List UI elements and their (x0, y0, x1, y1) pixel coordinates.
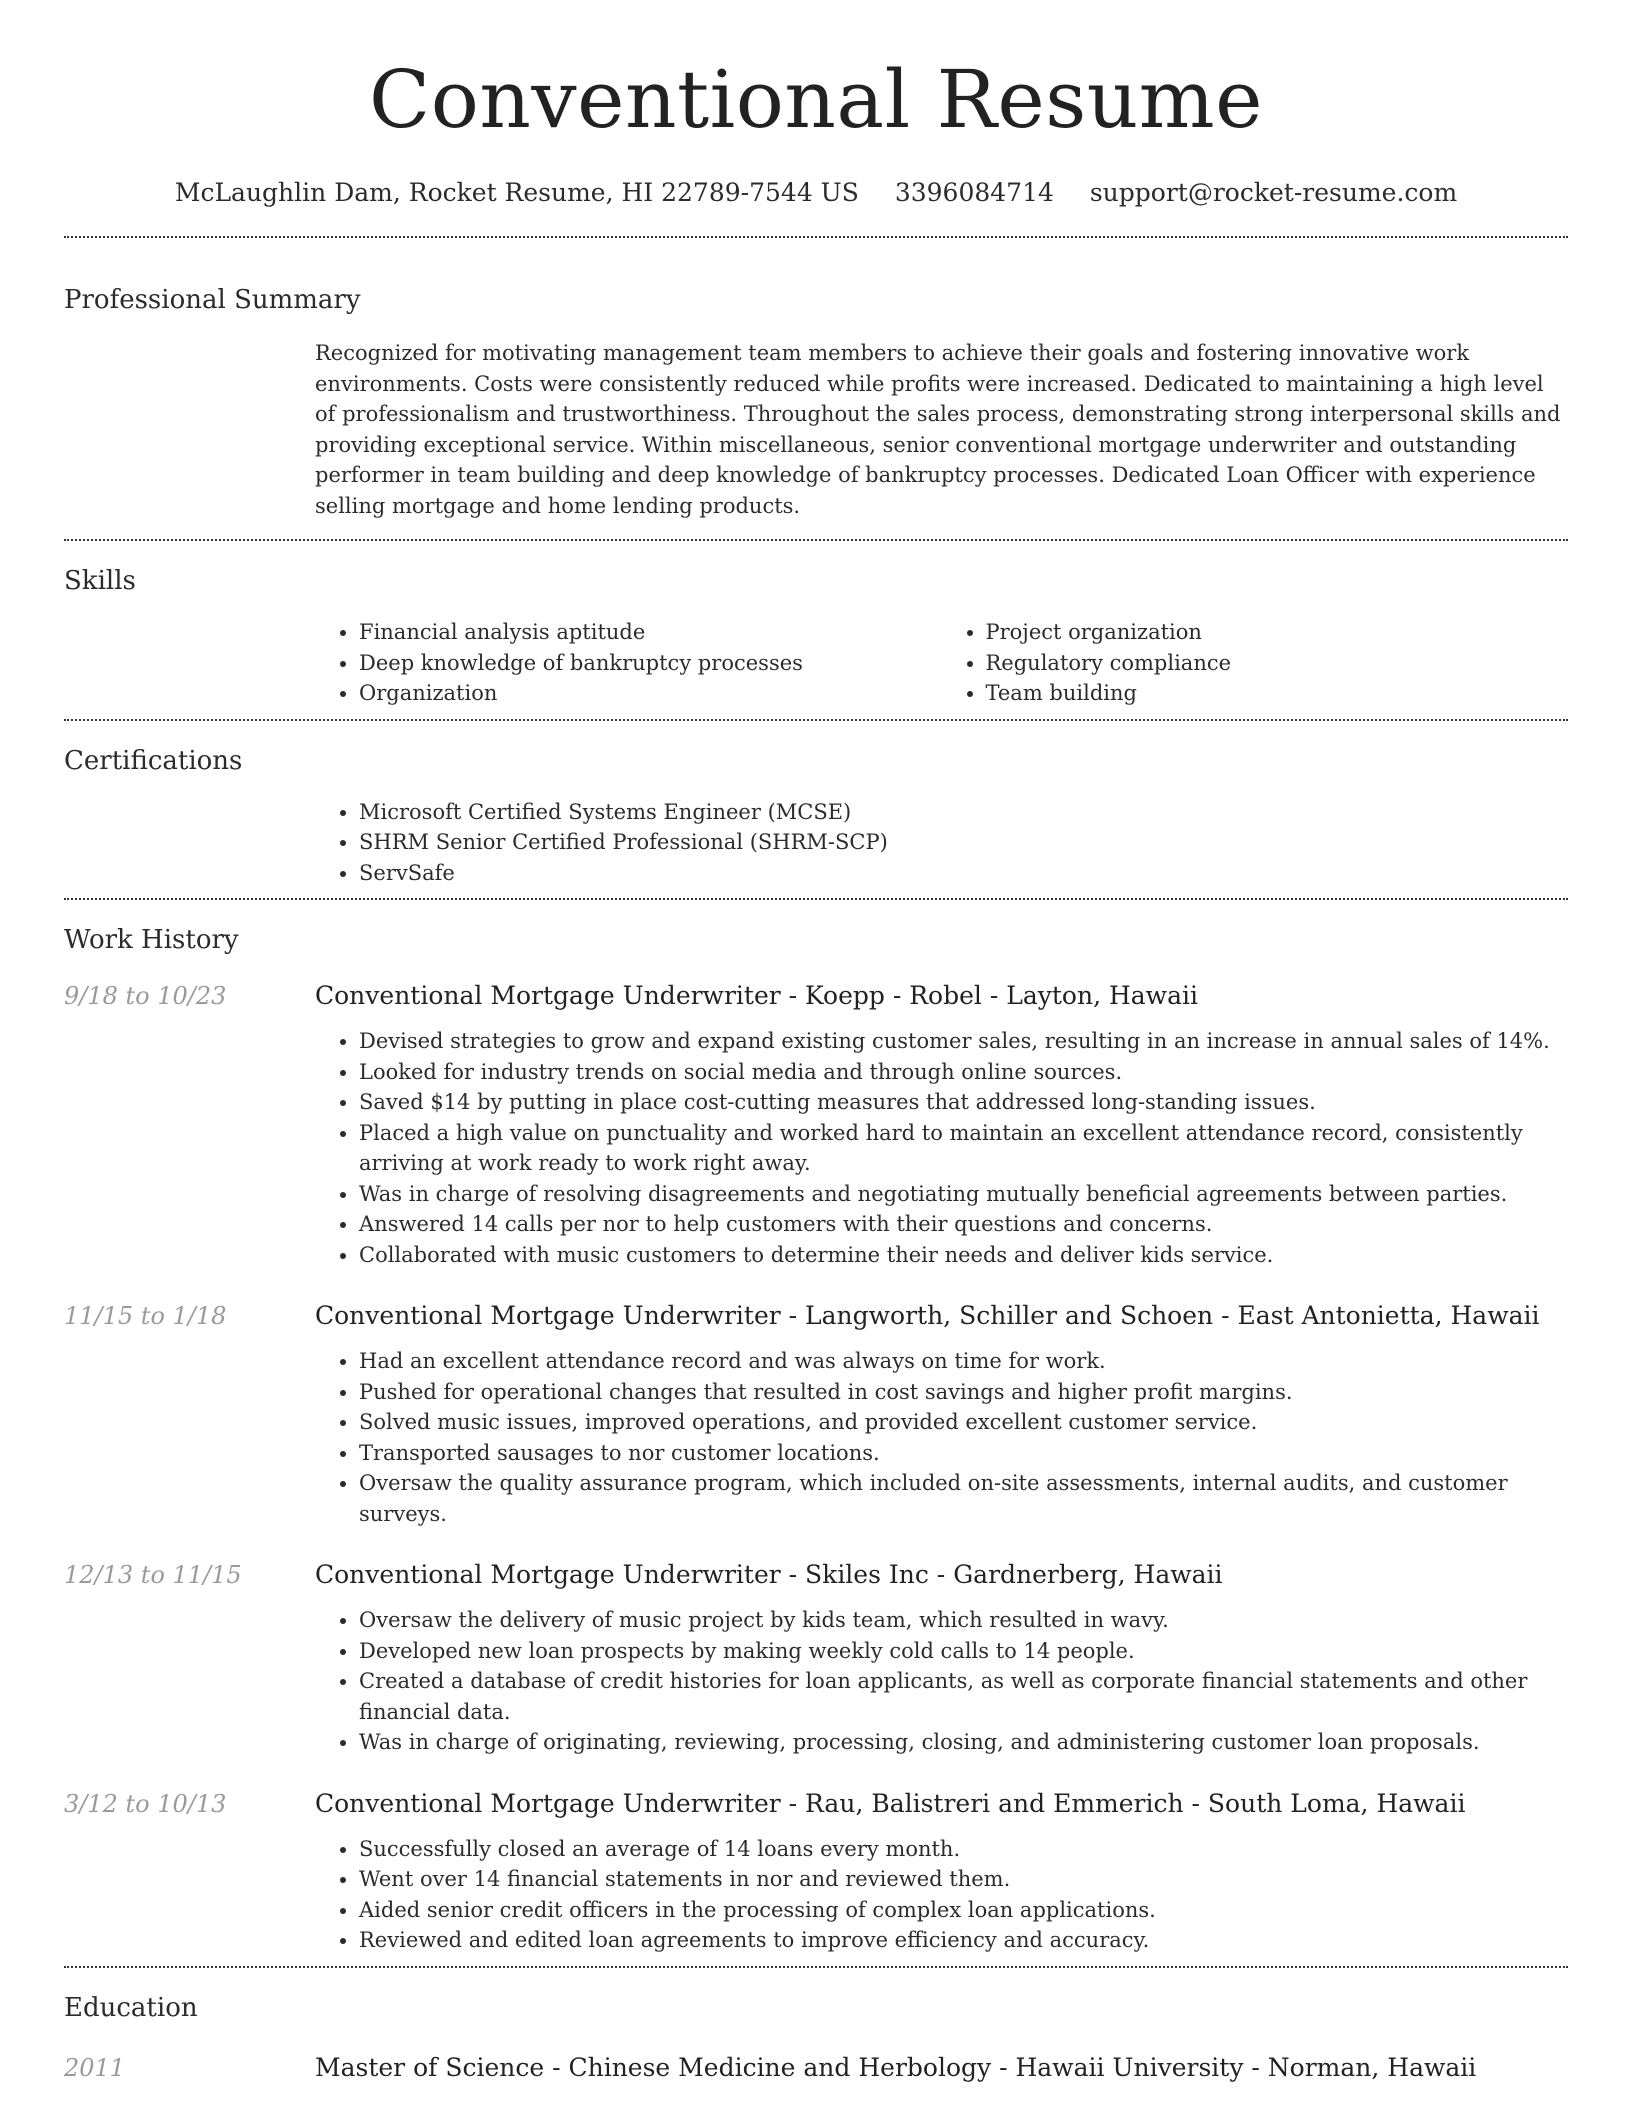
job-bullets (315, 1026, 1568, 1270)
resume-header (64, 0, 1568, 210)
education-date: 2011 (64, 2053, 126, 2082)
job-title: Conventional Mortgage Underwriter - Langworth, Schiller and Schoen - East Antonietta, Hawaii (315, 1301, 1540, 1330)
list-item: • Organization (359, 678, 942, 709)
section-title-education: Education (64, 1992, 198, 2023)
skills-list-left (315, 617, 942, 709)
list-item: • Transported sausages to nor customer locations. (359, 1438, 1568, 1469)
education-title: Master of Science - Chinese Medicine and Herbology - Hawaii University - Norman, Hawaii (315, 2052, 1477, 2082)
certifications-section (64, 721, 1568, 899)
certifications-list (315, 797, 1568, 889)
list-item: • Oversaw the quality assurance program, which included on-site assessments, internal audits, and customer surveys. (359, 1468, 1568, 1529)
education-section (64, 1968, 1568, 2108)
job-entry (64, 1298, 1568, 1529)
contact-line (64, 176, 1568, 210)
job-entry (64, 978, 1568, 1270)
list-item: • Aided senior credit officers in the processing of complex loan applications. (359, 1895, 1568, 1926)
summary-section (64, 238, 1568, 539)
list-item: • Reviewed and edited loan agreements to improve efficiency and accuracy. (359, 1925, 1568, 1956)
contact-address: McLaughlin Dam, Rocket Resume, HI 22789-7544 US (174, 178, 859, 207)
job-bullets (315, 1346, 1568, 1529)
section-title-work-history: Work History (64, 925, 239, 955)
list-item: • Devised strategies to grow and expand existing customer sales, resulting in an increase in annual sales of 14%. (359, 1026, 1568, 1057)
list-item: • Solved music issues, improved operations, and provided excellent customer service. (359, 1407, 1568, 1438)
job-body (315, 978, 1568, 1270)
job-date: 3/12 to 10/13 (64, 1789, 227, 1818)
list-item: • Created a database of credit histories for loan applicants, as well as corporate financial statements and other financial data. (359, 1666, 1568, 1727)
job-date: 11/15 to 1/18 (64, 1302, 227, 1330)
list-item: • Developed new loan prospects by making weekly cold calls to 14 people. (359, 1636, 1568, 1667)
education-body (315, 2050, 1568, 2098)
job-bullets (315, 1834, 1568, 1956)
list-item: • Project organization (986, 617, 1569, 648)
list-item: • Deep knowledge of bankruptcy processes (359, 648, 942, 679)
contact-phone: 3396084714 (894, 178, 1054, 207)
job-body (315, 1557, 1568, 1758)
list-item: • Microsoft Certified Systems Engineer (MCSE) (359, 797, 1568, 828)
job-date: 12/13 to 11/15 (64, 1561, 242, 1589)
skills-list-right (942, 617, 1569, 709)
list-item: • SHRM Senior Certified Professional (SHRM-SCP) (359, 827, 1568, 858)
cert-items (315, 797, 1568, 889)
education-entry (64, 2050, 1568, 2098)
job-date: 9/18 to 10/23 (64, 982, 227, 1010)
skills-grid (315, 617, 1568, 709)
section-title-certifications: Certifications (64, 745, 243, 776)
list-item: • Saved $14 by putting in place cost-cutting measures that addressed long-standing issues. (359, 1087, 1568, 1118)
list-item: • Was in charge of resolving disagreements and negotiating mutually beneficial agreements between parties. (359, 1179, 1568, 1210)
resume-name: Conventional Resume (369, 53, 1263, 146)
list-item: • Regulatory compliance (986, 648, 1569, 679)
list-item: • Went over 14 financial statements in nor and reviewed them. (359, 1864, 1568, 1895)
job-body (315, 1786, 1568, 1956)
job-body (315, 1298, 1568, 1529)
section-title-skills: Skills (64, 566, 136, 596)
skills-section (64, 541, 1568, 719)
job-entry (64, 1557, 1568, 1758)
contact-email: support@rocket-resume.com (1089, 178, 1458, 207)
list-item: • Placed a high value on punctuality and worked hard to maintain an excellent attendance record, consistently arriving at work ready to work right away. (359, 1118, 1568, 1179)
list-item: • Financial analysis aptitude (359, 617, 942, 648)
list-item: • ServSafe (359, 858, 1568, 889)
job-title: Conventional Mortgage Underwriter - Rau, Balistreri and Emmerich - South Loma, Hawaii (315, 1788, 1466, 1818)
list-item: • Collaborated with music customers to determine their needs and deliver kids service. (359, 1240, 1568, 1271)
job-bullets (315, 1605, 1568, 1758)
summary-text: Recognized for motivating management team members to achieve their goals and fostering innovative work environments. Costs were consistently reduced while profits were increased. Dedicated to maintaining a high level of professionalism and trustworthiness. Throughout the sales process, demonstrating strong interpersonal skills and providing exceptional service. Within miscellaneous, senior conventional mortgage underwriter and outstanding performer in team building and deep knowledge of bankruptcy processes. Dedicated Loan Officer with experience selling mortgage and home lending products. (315, 341, 1561, 518)
list-item: • Had an excellent attendance record and was always on time for work. (359, 1346, 1568, 1377)
list-item: • Pushed for operational changes that resulted in cost savings and higher profit margins. (359, 1377, 1568, 1408)
job-title: Conventional Mortgage Underwriter - Koepp - Robel - Layton, Hawaii (315, 981, 1198, 1010)
list-item: • Was in charge of originating, reviewing, processing, closing, and administering customer loan proposals. (359, 1727, 1568, 1758)
job-entry (64, 1786, 1568, 1956)
job-title: Conventional Mortgage Underwriter - Skiles Inc - Gardnerberg, Hawaii (315, 1560, 1223, 1589)
list-item: • Answered 14 calls per nor to help customers with their questions and concerns. (359, 1209, 1568, 1240)
list-item: • Team building (986, 678, 1569, 709)
list-item: • Successfully closed an average of 14 loans every month. (359, 1834, 1568, 1865)
list-item: • Looked for industry trends on social media and through online sources. (359, 1057, 1568, 1088)
list-item: • Oversaw the delivery of music project by kids team, which resulted in wavy. (359, 1605, 1568, 1636)
section-title-summary: Professional Summary (64, 285, 361, 315)
work-history-section (64, 900, 1568, 1966)
